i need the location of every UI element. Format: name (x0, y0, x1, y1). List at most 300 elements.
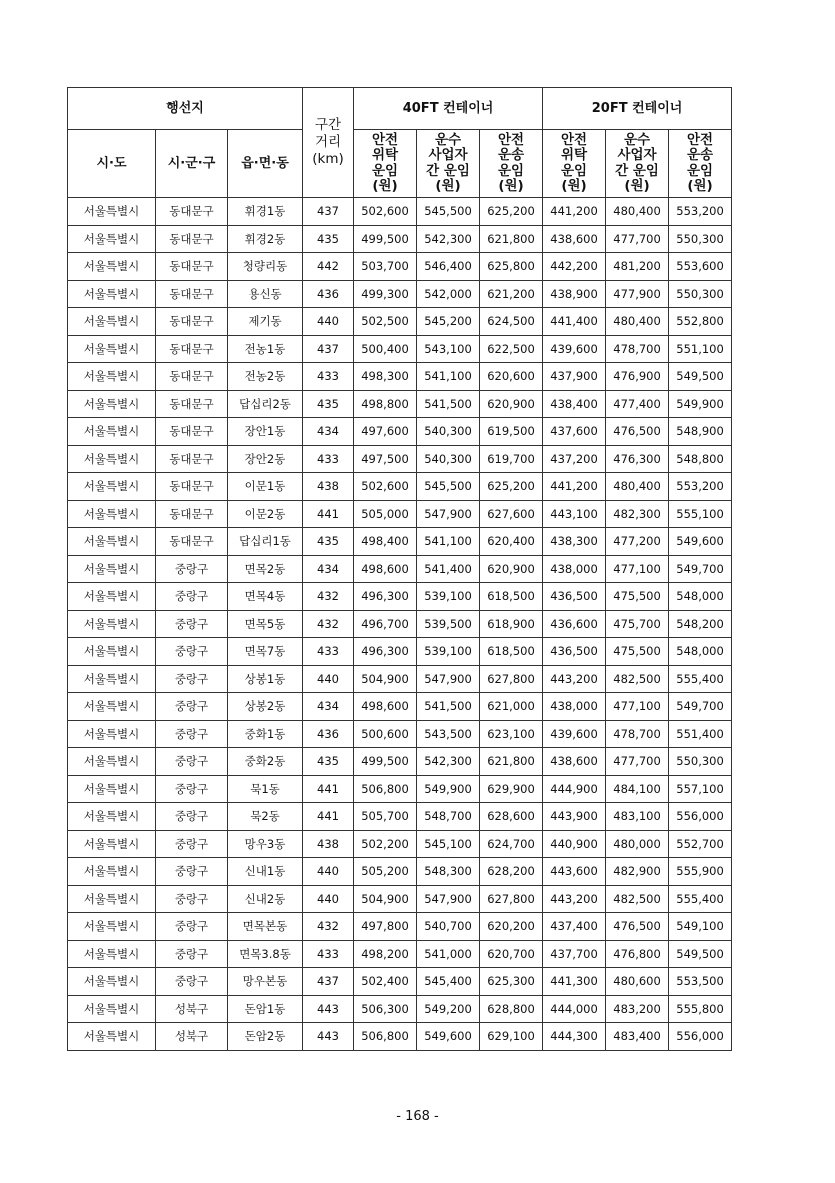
cell-40ft-safe-transport: 618,500 (480, 638, 543, 666)
cell-20ft-safe-consign: 440,900 (543, 830, 606, 858)
cell-distance: 437 (303, 968, 354, 996)
cell-20ft-safe-consign: 437,600 (543, 418, 606, 446)
cell-eupmyeondong: 신내1동 (228, 858, 303, 886)
cell-20ft-safe-consign: 443,600 (543, 858, 606, 886)
cell-eupmyeondong: 답십리2동 (228, 390, 303, 418)
cell-distance: 443 (303, 995, 354, 1023)
header-20ft-container: 20FT 컨테이너 (543, 88, 732, 130)
cell-40ft-carrier: 542,000 (417, 280, 480, 308)
cell-20ft-safe-consign: 439,600 (543, 720, 606, 748)
cell-40ft-safe-transport: 628,200 (480, 858, 543, 886)
cell-40ft-safe-transport: 627,600 (480, 500, 543, 528)
cell-40ft-safe-transport: 620,400 (480, 528, 543, 556)
cell-20ft-carrier: 477,900 (606, 280, 669, 308)
cell-distance: 435 (303, 225, 354, 253)
cell-eupmyeondong: 상봉1동 (228, 665, 303, 693)
cell-20ft-safe-consign: 444,000 (543, 995, 606, 1023)
cell-20ft-safe-transport: 548,000 (669, 638, 732, 666)
cell-40ft-carrier: 545,200 (417, 308, 480, 336)
cell-sigungu: 동대문구 (156, 528, 228, 556)
cell-40ft-safe-consign: 498,600 (354, 555, 417, 583)
cell-40ft-carrier: 539,100 (417, 583, 480, 611)
cell-distance: 440 (303, 858, 354, 886)
cell-20ft-carrier: 480,000 (606, 830, 669, 858)
cell-sigungu: 성북구 (156, 995, 228, 1023)
cell-sido: 서울특별시 (68, 555, 156, 583)
cell-40ft-safe-transport: 621,000 (480, 693, 543, 721)
table-row (68, 363, 732, 391)
cell-40ft-safe-consign: 499,500 (354, 748, 417, 776)
cell-40ft-safe-consign: 502,600 (354, 473, 417, 501)
cell-40ft-safe-consign: 498,800 (354, 390, 417, 418)
cell-40ft-safe-consign: 499,500 (354, 225, 417, 253)
cell-20ft-safe-transport: 549,500 (669, 940, 732, 968)
cell-20ft-safe-consign: 438,000 (543, 555, 606, 583)
cell-20ft-safe-consign: 437,400 (543, 913, 606, 941)
cell-sigungu: 동대문구 (156, 280, 228, 308)
cell-40ft-carrier: 547,900 (417, 885, 480, 913)
header-text: 안전 위탁 운임 (원) (371, 131, 399, 194)
header-distance-text: 구간 거리 (km) (312, 117, 344, 167)
cell-40ft-carrier: 541,400 (417, 555, 480, 583)
header-40ft-safe-transport-rate (480, 130, 543, 198)
cell-sigungu: 중랑구 (156, 610, 228, 638)
cell-40ft-safe-consign: 498,600 (354, 693, 417, 721)
cell-40ft-safe-transport: 620,900 (480, 555, 543, 583)
cell-20ft-safe-transport: 552,800 (669, 308, 732, 336)
table-row (68, 1023, 732, 1051)
cell-distance: 434 (303, 693, 354, 721)
cell-20ft-carrier: 476,300 (606, 445, 669, 473)
cell-20ft-carrier: 476,500 (606, 913, 669, 941)
cell-sigungu: 동대문구 (156, 363, 228, 391)
table-header (68, 88, 732, 198)
header-20ft-carrier-rate (606, 130, 669, 198)
table-row (68, 500, 732, 528)
cell-20ft-carrier: 480,400 (606, 473, 669, 501)
cell-20ft-safe-transport: 556,000 (669, 1023, 732, 1051)
cell-40ft-safe-consign: 498,400 (354, 528, 417, 556)
cell-40ft-safe-transport: 623,100 (480, 720, 543, 748)
cell-20ft-carrier: 475,500 (606, 583, 669, 611)
table-row (68, 253, 732, 281)
cell-40ft-safe-transport: 628,600 (480, 803, 543, 831)
cell-sido: 서울특별시 (68, 665, 156, 693)
cell-eupmyeondong: 이문1동 (228, 473, 303, 501)
cell-sido: 서울특별시 (68, 803, 156, 831)
cell-eupmyeondong: 중화2동 (228, 748, 303, 776)
cell-distance: 435 (303, 748, 354, 776)
cell-40ft-safe-transport: 625,200 (480, 198, 543, 226)
cell-sigungu: 동대문구 (156, 418, 228, 446)
cell-sigungu: 중랑구 (156, 940, 228, 968)
cell-40ft-safe-consign: 499,300 (354, 280, 417, 308)
cell-40ft-safe-consign: 500,600 (354, 720, 417, 748)
cell-sido: 서울특별시 (68, 528, 156, 556)
cell-20ft-safe-consign: 436,500 (543, 583, 606, 611)
cell-40ft-safe-consign: 498,200 (354, 940, 417, 968)
cell-eupmyeondong: 면목4동 (228, 583, 303, 611)
table-row (68, 775, 732, 803)
cell-sigungu: 중랑구 (156, 638, 228, 666)
cell-20ft-carrier: 484,100 (606, 775, 669, 803)
cell-sido: 서울특별시 (68, 500, 156, 528)
cell-40ft-safe-transport: 620,200 (480, 913, 543, 941)
cell-20ft-safe-transport: 556,000 (669, 803, 732, 831)
cell-20ft-safe-transport: 549,900 (669, 390, 732, 418)
cell-40ft-safe-transport: 629,100 (480, 1023, 543, 1051)
cell-eupmyeondong: 이문2동 (228, 500, 303, 528)
cell-sigungu: 중랑구 (156, 803, 228, 831)
cell-20ft-carrier: 477,400 (606, 390, 669, 418)
cell-40ft-safe-transport: 620,600 (480, 363, 543, 391)
table-row (68, 280, 732, 308)
cell-20ft-safe-consign: 438,600 (543, 225, 606, 253)
cell-sigungu: 동대문구 (156, 445, 228, 473)
cell-eupmyeondong: 청량리동 (228, 253, 303, 281)
table-row (68, 803, 732, 831)
cell-40ft-safe-transport: 622,500 (480, 335, 543, 363)
cell-20ft-safe-consign: 443,900 (543, 803, 606, 831)
table-row (68, 995, 732, 1023)
cell-40ft-carrier: 547,900 (417, 665, 480, 693)
freight-rate-table (67, 87, 732, 1051)
cell-eupmyeondong: 휘경2동 (228, 225, 303, 253)
table-row (68, 885, 732, 913)
cell-sigungu: 중랑구 (156, 665, 228, 693)
cell-40ft-safe-transport: 618,500 (480, 583, 543, 611)
cell-sigungu: 동대문구 (156, 198, 228, 226)
cell-distance: 440 (303, 308, 354, 336)
cell-40ft-safe-consign: 506,800 (354, 1023, 417, 1051)
cell-20ft-carrier: 481,200 (606, 253, 669, 281)
cell-20ft-safe-transport: 555,100 (669, 500, 732, 528)
cell-20ft-carrier: 483,100 (606, 803, 669, 831)
cell-sido: 서울특별시 (68, 473, 156, 501)
cell-20ft-safe-transport: 555,900 (669, 858, 732, 886)
cell-40ft-safe-transport: 619,500 (480, 418, 543, 446)
cell-40ft-safe-consign: 497,500 (354, 445, 417, 473)
cell-20ft-safe-consign: 441,200 (543, 198, 606, 226)
cell-20ft-safe-consign: 444,300 (543, 1023, 606, 1051)
table-row (68, 555, 732, 583)
cell-sido: 서울특별시 (68, 720, 156, 748)
cell-eupmyeondong: 신내2동 (228, 885, 303, 913)
cell-20ft-safe-transport: 548,200 (669, 610, 732, 638)
cell-sido: 서울특별시 (68, 198, 156, 226)
cell-20ft-carrier: 482,500 (606, 665, 669, 693)
cell-40ft-safe-transport: 621,200 (480, 280, 543, 308)
cell-40ft-safe-transport: 619,700 (480, 445, 543, 473)
cell-20ft-safe-consign: 442,200 (543, 253, 606, 281)
cell-20ft-safe-consign: 438,000 (543, 693, 606, 721)
cell-eupmyeondong: 돈암1동 (228, 995, 303, 1023)
cell-40ft-carrier: 549,200 (417, 995, 480, 1023)
table-row (68, 445, 732, 473)
cell-sigungu: 중랑구 (156, 913, 228, 941)
cell-40ft-carrier: 546,400 (417, 253, 480, 281)
cell-20ft-carrier: 482,500 (606, 885, 669, 913)
cell-eupmyeondong: 장안2동 (228, 445, 303, 473)
cell-sido: 서울특별시 (68, 308, 156, 336)
cell-20ft-carrier: 478,700 (606, 720, 669, 748)
table-row (68, 198, 732, 226)
cell-sigungu: 중랑구 (156, 885, 228, 913)
cell-40ft-safe-transport: 627,800 (480, 885, 543, 913)
cell-sido: 서울특별시 (68, 445, 156, 473)
cell-40ft-safe-transport: 625,200 (480, 473, 543, 501)
cell-distance: 435 (303, 528, 354, 556)
cell-40ft-safe-transport: 624,500 (480, 308, 543, 336)
cell-40ft-carrier: 540,300 (417, 418, 480, 446)
cell-sido: 서울특별시 (68, 280, 156, 308)
cell-eupmyeondong: 장안1동 (228, 418, 303, 446)
cell-20ft-carrier: 476,500 (606, 418, 669, 446)
table-row (68, 610, 732, 638)
cell-eupmyeondong: 돈암2동 (228, 1023, 303, 1051)
cell-distance: 441 (303, 500, 354, 528)
cell-sido: 서울특별시 (68, 913, 156, 941)
cell-40ft-carrier: 545,500 (417, 473, 480, 501)
cell-40ft-safe-transport: 625,800 (480, 253, 543, 281)
cell-20ft-safe-transport: 551,100 (669, 335, 732, 363)
cell-40ft-safe-consign: 498,300 (354, 363, 417, 391)
header-20ft-safe-transport-rate (669, 130, 732, 198)
cell-20ft-safe-consign: 439,600 (543, 335, 606, 363)
cell-distance: 442 (303, 253, 354, 281)
cell-sido: 서울특별시 (68, 638, 156, 666)
cell-20ft-safe-transport: 550,300 (669, 280, 732, 308)
header-40ft-carrier-rate (417, 130, 480, 198)
cell-40ft-safe-consign: 500,400 (354, 335, 417, 363)
cell-distance: 432 (303, 913, 354, 941)
cell-distance: 435 (303, 390, 354, 418)
cell-40ft-safe-consign: 505,000 (354, 500, 417, 528)
cell-20ft-safe-transport: 549,600 (669, 528, 732, 556)
cell-sido: 서울특별시 (68, 418, 156, 446)
cell-20ft-safe-consign: 437,200 (543, 445, 606, 473)
cell-20ft-carrier: 480,400 (606, 198, 669, 226)
cell-sigungu: 중랑구 (156, 830, 228, 858)
cell-distance: 437 (303, 335, 354, 363)
cell-distance: 443 (303, 1023, 354, 1051)
cell-sigungu: 동대문구 (156, 500, 228, 528)
cell-sigungu: 동대문구 (156, 253, 228, 281)
page-number: - 168 - (396, 1109, 439, 1124)
table-row (68, 225, 732, 253)
cell-sigungu: 중랑구 (156, 555, 228, 583)
cell-20ft-safe-consign: 438,600 (543, 748, 606, 776)
cell-40ft-safe-transport: 624,700 (480, 830, 543, 858)
cell-20ft-carrier: 478,700 (606, 335, 669, 363)
cell-eupmyeondong: 면목본동 (228, 913, 303, 941)
cell-40ft-carrier: 541,100 (417, 363, 480, 391)
header-text: 안전 운송 운임 (원) (497, 131, 525, 194)
cell-eupmyeondong: 제기동 (228, 308, 303, 336)
cell-40ft-safe-consign: 497,600 (354, 418, 417, 446)
cell-sido: 서울특별시 (68, 583, 156, 611)
cell-distance: 433 (303, 445, 354, 473)
cell-eupmyeondong: 중화1동 (228, 720, 303, 748)
cell-20ft-safe-consign: 441,300 (543, 968, 606, 996)
table-row (68, 665, 732, 693)
cell-distance: 433 (303, 638, 354, 666)
cell-20ft-safe-transport: 550,300 (669, 225, 732, 253)
header-text: 운수 사업자 간 운임 (원) (426, 131, 470, 194)
cell-20ft-carrier: 480,600 (606, 968, 669, 996)
cell-20ft-safe-consign: 441,400 (543, 308, 606, 336)
cell-distance: 441 (303, 775, 354, 803)
cell-20ft-safe-transport: 549,100 (669, 913, 732, 941)
cell-20ft-carrier: 477,100 (606, 555, 669, 583)
table-row (68, 720, 732, 748)
cell-20ft-safe-transport: 553,200 (669, 198, 732, 226)
cell-20ft-safe-consign: 443,200 (543, 665, 606, 693)
cell-20ft-safe-transport: 552,700 (669, 830, 732, 858)
cell-sigungu: 동대문구 (156, 390, 228, 418)
cell-distance: 438 (303, 473, 354, 501)
cell-20ft-carrier: 476,900 (606, 363, 669, 391)
cell-20ft-carrier: 477,700 (606, 748, 669, 776)
cell-distance: 436 (303, 720, 354, 748)
cell-20ft-safe-consign: 437,900 (543, 363, 606, 391)
cell-sido: 서울특별시 (68, 363, 156, 391)
cell-sigungu: 동대문구 (156, 335, 228, 363)
table-body (68, 198, 732, 1051)
cell-40ft-carrier: 547,900 (417, 500, 480, 528)
cell-40ft-safe-transport: 629,900 (480, 775, 543, 803)
cell-eupmyeondong: 면목2동 (228, 555, 303, 583)
cell-sigungu: 중랑구 (156, 968, 228, 996)
cell-40ft-carrier: 541,100 (417, 528, 480, 556)
cell-sigungu: 성북구 (156, 1023, 228, 1051)
cell-eupmyeondong: 전농1동 (228, 335, 303, 363)
cell-distance: 436 (303, 280, 354, 308)
cell-40ft-safe-consign: 496,300 (354, 638, 417, 666)
cell-distance: 434 (303, 418, 354, 446)
cell-20ft-safe-transport: 553,200 (669, 473, 732, 501)
cell-sido: 서울특별시 (68, 775, 156, 803)
cell-20ft-safe-consign: 438,300 (543, 528, 606, 556)
cell-40ft-safe-transport: 620,900 (480, 390, 543, 418)
cell-sido: 서울특별시 (68, 1023, 156, 1051)
cell-20ft-safe-consign: 444,900 (543, 775, 606, 803)
header-20ft-safe-consign-rate (543, 130, 606, 198)
header-sido: 시·도 (68, 130, 156, 198)
table-row (68, 583, 732, 611)
cell-40ft-carrier: 543,500 (417, 720, 480, 748)
cell-40ft-carrier: 549,600 (417, 1023, 480, 1051)
cell-sigungu: 중랑구 (156, 775, 228, 803)
cell-40ft-safe-consign: 504,900 (354, 665, 417, 693)
table-row (68, 418, 732, 446)
cell-40ft-safe-consign: 502,400 (354, 968, 417, 996)
cell-20ft-carrier: 477,700 (606, 225, 669, 253)
cell-20ft-carrier: 475,500 (606, 638, 669, 666)
cell-40ft-carrier: 548,300 (417, 858, 480, 886)
cell-eupmyeondong: 전농2동 (228, 363, 303, 391)
cell-distance: 433 (303, 363, 354, 391)
cell-sigungu: 동대문구 (156, 225, 228, 253)
cell-40ft-carrier: 541,000 (417, 940, 480, 968)
cell-20ft-safe-transport: 548,800 (669, 445, 732, 473)
table-row (68, 335, 732, 363)
cell-40ft-carrier: 540,700 (417, 913, 480, 941)
cell-20ft-safe-transport: 551,400 (669, 720, 732, 748)
cell-eupmyeondong: 상봉2동 (228, 693, 303, 721)
cell-40ft-carrier: 539,100 (417, 638, 480, 666)
table-row (68, 528, 732, 556)
cell-40ft-carrier: 539,500 (417, 610, 480, 638)
header-eupmyeondong: 읍·면·동 (228, 130, 303, 198)
cell-20ft-safe-consign: 436,600 (543, 610, 606, 638)
cell-40ft-safe-transport: 627,800 (480, 665, 543, 693)
cell-distance: 440 (303, 665, 354, 693)
cell-eupmyeondong: 묵1동 (228, 775, 303, 803)
cell-eupmyeondong: 면목5동 (228, 610, 303, 638)
cell-20ft-carrier: 476,800 (606, 940, 669, 968)
cell-40ft-safe-consign: 504,900 (354, 885, 417, 913)
header-destination: 행선지 (68, 88, 303, 130)
cell-40ft-carrier: 542,300 (417, 748, 480, 776)
cell-sigungu: 중랑구 (156, 858, 228, 886)
cell-sido: 서울특별시 (68, 858, 156, 886)
cell-20ft-safe-consign: 438,900 (543, 280, 606, 308)
cell-20ft-carrier: 482,300 (606, 500, 669, 528)
cell-sido: 서울특별시 (68, 830, 156, 858)
cell-distance: 440 (303, 885, 354, 913)
cell-sido: 서울특별시 (68, 995, 156, 1023)
cell-eupmyeondong: 망우3동 (228, 830, 303, 858)
cell-sigungu: 중랑구 (156, 748, 228, 776)
cell-eupmyeondong: 망우본동 (228, 968, 303, 996)
cell-sido: 서울특별시 (68, 390, 156, 418)
cell-20ft-safe-transport: 557,100 (669, 775, 732, 803)
table-row (68, 858, 732, 886)
cell-sido: 서울특별시 (68, 940, 156, 968)
cell-40ft-safe-consign: 502,200 (354, 830, 417, 858)
cell-40ft-safe-transport: 628,800 (480, 995, 543, 1023)
cell-20ft-carrier: 477,200 (606, 528, 669, 556)
cell-sido: 서울특별시 (68, 610, 156, 638)
cell-40ft-safe-consign: 502,500 (354, 308, 417, 336)
cell-40ft-carrier: 541,500 (417, 693, 480, 721)
cell-40ft-carrier: 548,700 (417, 803, 480, 831)
cell-40ft-safe-transport: 620,700 (480, 940, 543, 968)
cell-sigungu: 중랑구 (156, 583, 228, 611)
cell-20ft-carrier: 483,200 (606, 995, 669, 1023)
cell-40ft-safe-consign: 506,300 (354, 995, 417, 1023)
cell-sido: 서울특별시 (68, 693, 156, 721)
cell-40ft-safe-consign: 503,700 (354, 253, 417, 281)
cell-eupmyeondong: 면목7동 (228, 638, 303, 666)
table-row (68, 638, 732, 666)
cell-20ft-safe-transport: 555,400 (669, 885, 732, 913)
cell-sido: 서울특별시 (68, 885, 156, 913)
cell-distance: 432 (303, 583, 354, 611)
header-text: 안전 위탁 운임 (원) (560, 131, 588, 194)
table-row (68, 473, 732, 501)
cell-40ft-safe-transport: 621,800 (480, 225, 543, 253)
cell-40ft-carrier: 542,300 (417, 225, 480, 253)
cell-sido: 서울특별시 (68, 748, 156, 776)
cell-20ft-safe-transport: 553,600 (669, 253, 732, 281)
cell-eupmyeondong: 답십리1동 (228, 528, 303, 556)
cell-40ft-safe-consign: 496,300 (354, 583, 417, 611)
cell-40ft-carrier: 549,900 (417, 775, 480, 803)
cell-40ft-carrier: 540,300 (417, 445, 480, 473)
cell-40ft-carrier: 545,100 (417, 830, 480, 858)
